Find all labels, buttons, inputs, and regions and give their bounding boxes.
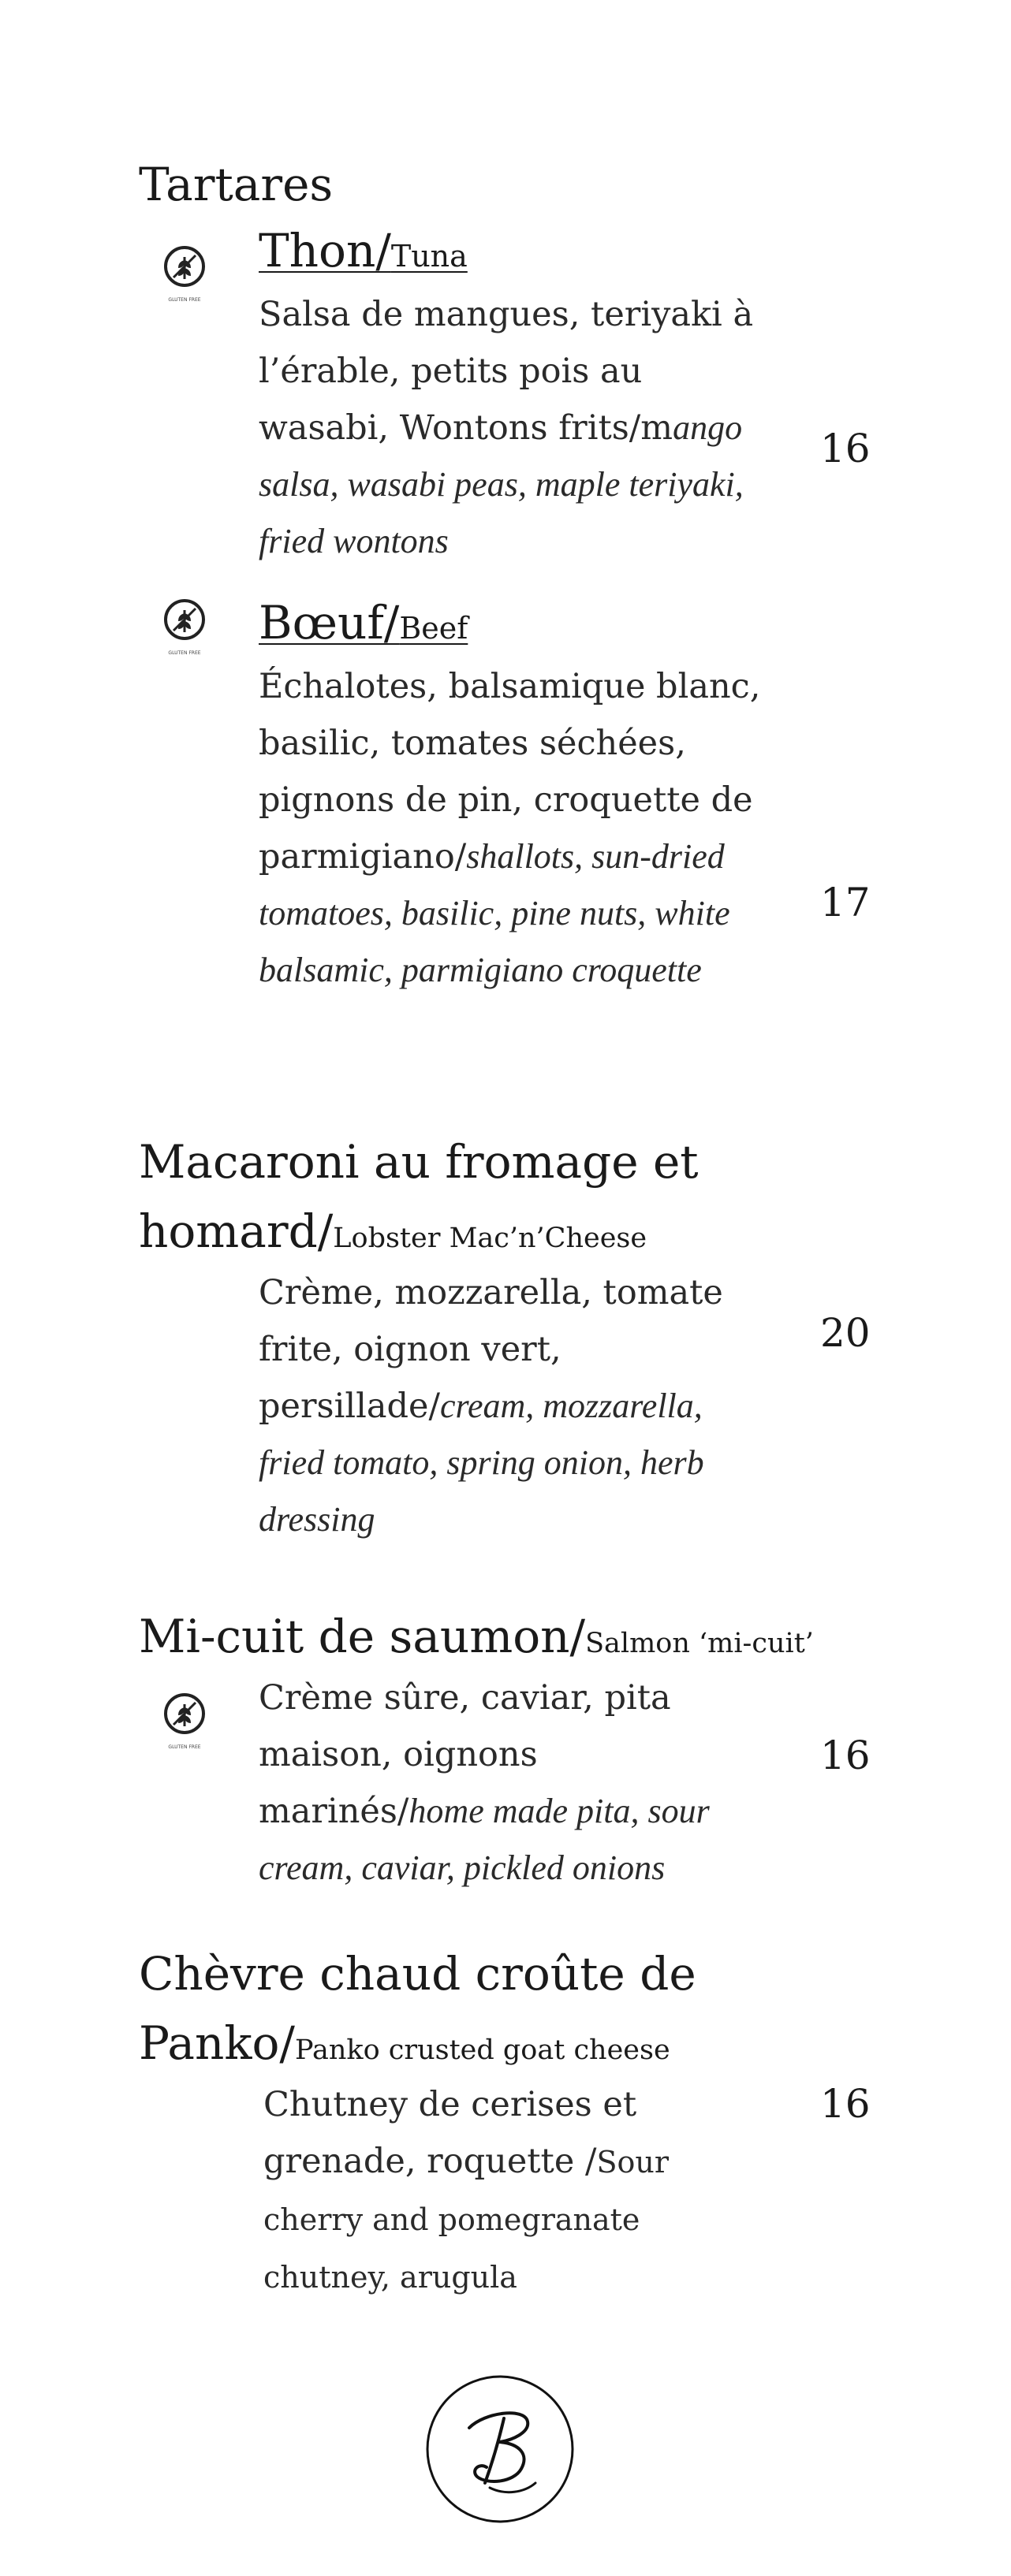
heading-fr: Mi-cuit de saumon/ <box>139 1610 586 1663</box>
description-en: home made pita, sour cream, caviar, pickled onions <box>259 1792 710 1887</box>
heading-line2: homard/ <box>139 1204 334 1258</box>
item-description-tuna <box>259 286 763 570</box>
description-en: ango salsa, wasabi peas, maple teriyaki, fried wontons <box>259 408 744 560</box>
section-heading-salmon <box>139 1602 814 1678</box>
section-heading-mac <box>139 1127 699 1273</box>
heading-en: Lobster Mac’n’Cheese <box>333 1223 647 1254</box>
section-heading-tartares: Tartares <box>139 158 334 211</box>
gluten-free-icon <box>161 243 208 304</box>
item-description-mac <box>259 1264 763 1548</box>
item-title-tuna <box>259 224 763 283</box>
heading-line1: Chèvre chaud croûte de <box>139 1947 696 2001</box>
heading-line2: Panko/ <box>139 2016 295 2070</box>
price-salmon: 16 <box>820 1733 871 1778</box>
description-fr: Crème, mozzarella, tomate frite, oignon vert, persillade/ <box>259 1273 723 1426</box>
description-fr: Salsa de mangues, teriyaki à l’érable, petits pois au wasabi, Wontons frits/m <box>259 295 754 448</box>
description-fr: Crème sûre, caviar, pita maison, oignons marinés/ <box>259 1678 671 1831</box>
item-name-fr: Thon/ <box>259 224 391 277</box>
item-title-beef <box>259 596 763 655</box>
price-goat: 16 <box>820 2081 871 2127</box>
description-fr: Échalotes, balsamique blanc, basilic, tomates séchées, pignons de pin, croquette de parmigiano/ <box>259 667 761 877</box>
item-description-goat <box>263 2076 737 2306</box>
gluten-free-icon <box>161 1690 208 1751</box>
price-mac: 20 <box>820 1310 871 1356</box>
description-en: cream, mozzarella, fried tomato, spring onion, herb dressing <box>259 1387 704 1539</box>
description-fr: Chutney de cerises et grenade, roquette / <box>263 2085 637 2181</box>
menu-item-salmon <box>259 1670 763 1897</box>
item-name-fr: Bœuf/ <box>259 596 400 650</box>
section-heading-goat <box>139 1939 696 2085</box>
heading-en: Panko crusted goat cheese <box>294 2034 670 2066</box>
menu-item-beef <box>259 596 763 999</box>
svg-text:GLUTEN FREE: GLUTEN FREE <box>168 650 201 656</box>
menu-item-goat <box>263 2076 737 2306</box>
item-name-en: Tuna <box>390 239 468 274</box>
heading-line1: Macaroni au fromage et <box>139 1135 699 1189</box>
price-beef: 17 <box>820 880 871 925</box>
gluten-free-icon <box>161 596 208 657</box>
item-description-salmon <box>259 1670 763 1897</box>
price-tuna: 16 <box>820 426 871 471</box>
menu-item-tuna <box>259 224 763 570</box>
monogram-b-logo <box>423 2373 576 2526</box>
item-description-beef <box>259 658 763 999</box>
heading-en: Salmon ‘mi-cuit’ <box>585 1628 814 1659</box>
svg-text:GLUTEN FREE: GLUTEN FREE <box>168 1744 201 1750</box>
description-en: shallots, sun-dried tomatoes, basilic, pine nuts, white balsamic, parmigiano croquette <box>259 837 730 989</box>
description-en: Sour cherry and pomegranate chutney, arugula <box>263 2145 670 2295</box>
svg-text:GLUTEN FREE: GLUTEN FREE <box>168 297 201 303</box>
item-name-en: Beef <box>399 611 468 646</box>
menu-item-mac <box>259 1264 763 1548</box>
